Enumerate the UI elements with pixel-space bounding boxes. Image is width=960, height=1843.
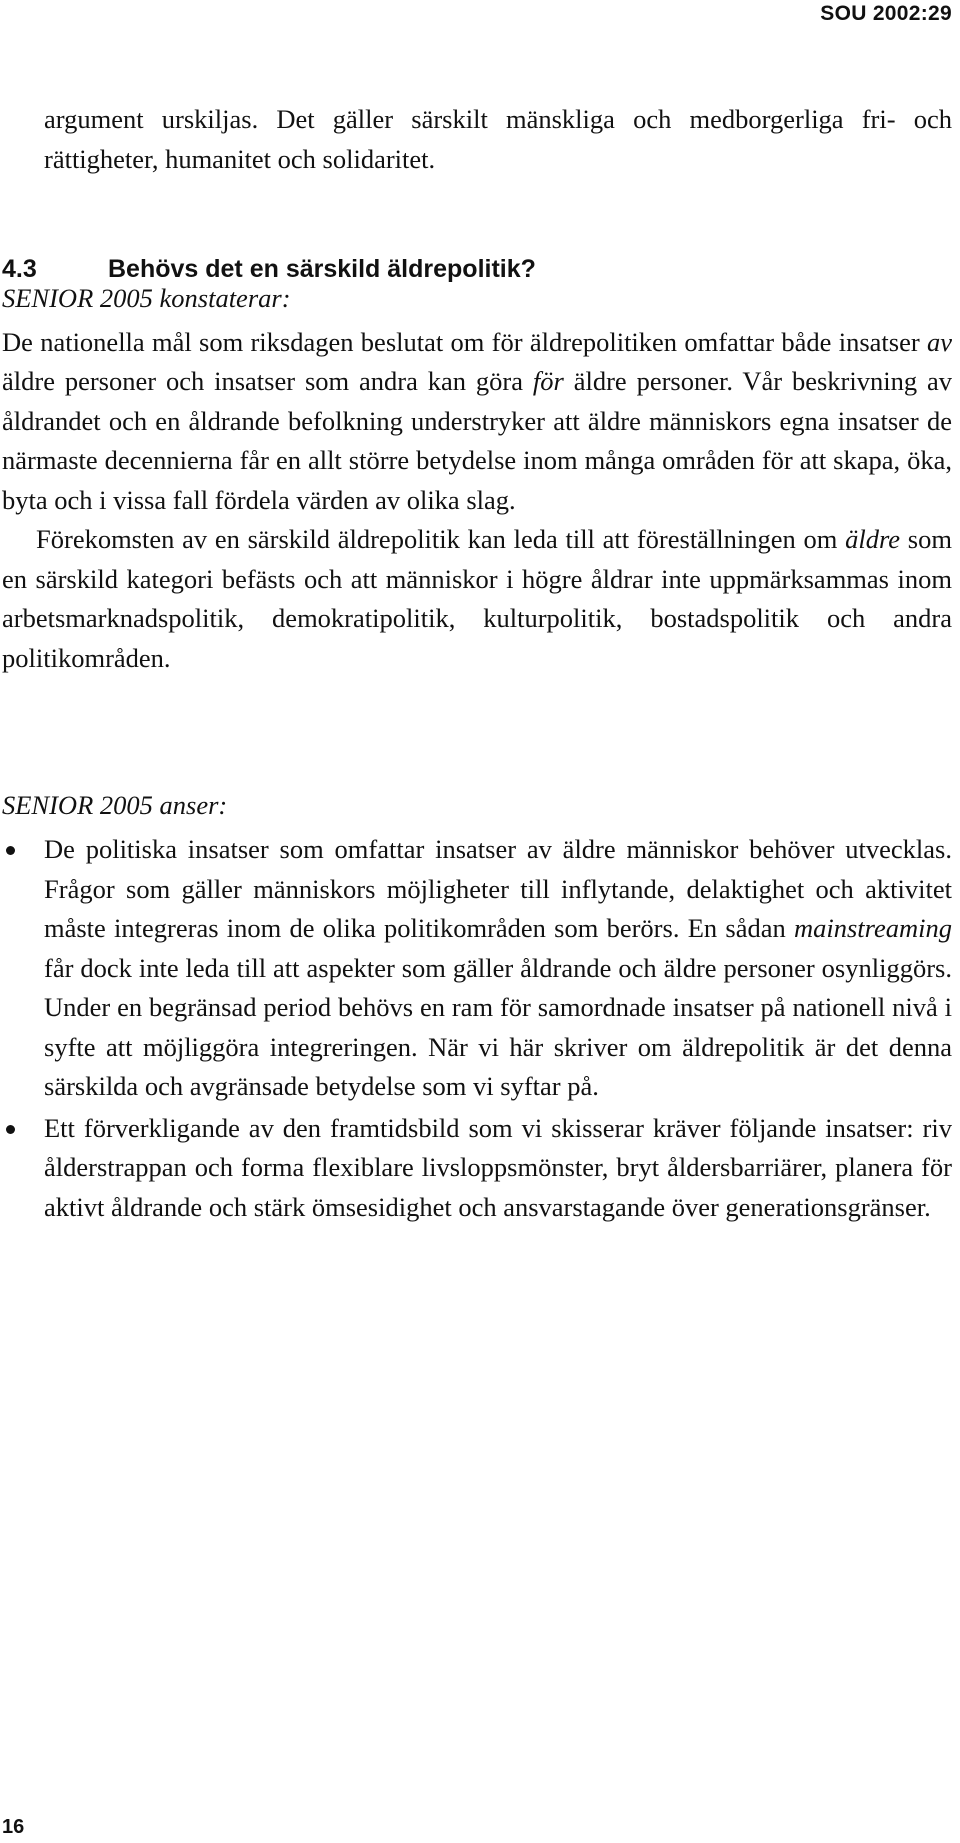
page-number: 16 <box>2 1816 25 1838</box>
emphasis-mainstreaming: mainstreaming <box>793 913 952 943</box>
emphasis-aldre: äldre <box>845 524 901 554</box>
anser-label: SENIOR 2005 anser: <box>2 790 228 820</box>
text-run: äldre personer. Vår beskrivning av åldrandet och en åldrande befolkning understryker att äldre människors egna insatser de närmaste decennierna får en allt större betydelse inom många områden för att skapa, öka, byta och i vissa fall fördela värden av olika slag. <box>2 366 953 515</box>
emphasis-for: för <box>532 366 564 396</box>
section-number: 4.3 <box>2 255 37 283</box>
konstaterar-block <box>2 279 952 678</box>
text-run: äldre personer och insatser som andra kan göra <box>2 366 533 396</box>
text-run: Förekomsten av en särskild äldrepolitik kan leda till att föreställningen om <box>36 524 846 554</box>
konstaterar-paragraph-2 <box>2 520 952 678</box>
bullet-icon <box>6 1125 15 1134</box>
emphasis-av: av <box>926 326 952 357</box>
konstaterar-paragraph-1 <box>2 323 952 521</box>
text-run: De politiska insatser som omfattar insatser av äldre människor behöver utvecklas. Frågor som gäller människors möjligheter till inflytande, delaktighet och aktivitet måste integreras inom de olika politikområden som berörs. En sådan <box>44 834 952 943</box>
section-title: Behövs det en särskild äldrepolitik? <box>108 255 536 283</box>
konstaterar-label: SENIOR 2005 konstaterar: <box>2 283 291 313</box>
list-item <box>2 830 952 1107</box>
anser-bullet-list <box>2 830 952 1227</box>
text-run: De nationella mål som riksdagen beslutat om för äldrepolitiken omfattar både insatser <box>2 326 927 357</box>
list-item <box>2 1109 952 1228</box>
intro-paragraph: argument urskiljas. Det gäller särskilt mänskliga och medborgerliga fri- och rättigheter, humanitet och solidaritet. <box>44 104 952 174</box>
running-header: SOU 2002:29 <box>820 2 952 25</box>
text-run: får dock inte leda till att aspekter som gäller åldrande och äldre personer osynliggörs. Under en begränsad period behövs en ram för samordnade insatser på nationell nivå i syfte att möjliggöra integreringen. När vi här skriver om äldrepolitik är det denna särskilda och avgränsade betydelse som vi syftar på. <box>44 952 952 1101</box>
text-run: Ett förverkligande av den framtidsbild som vi skisserar kräver följande insatser: riv ålderstrappan och forma flexiblare livsloppsmönster, bryt åldersbarriärer, planera för aktivt åldrande och stärk ömsesidighet och ansvarstagande över generationsgränser. <box>44 1112 952 1222</box>
text-run: som en särskild kategori befästs och att människor i högre åldrar inte uppmärksammas inom arbetsmarknadspolitik, demokratipolitik, kulturpolitik, bostadspolitik och andra politikområden. <box>2 524 952 673</box>
bullet-icon <box>6 846 15 855</box>
